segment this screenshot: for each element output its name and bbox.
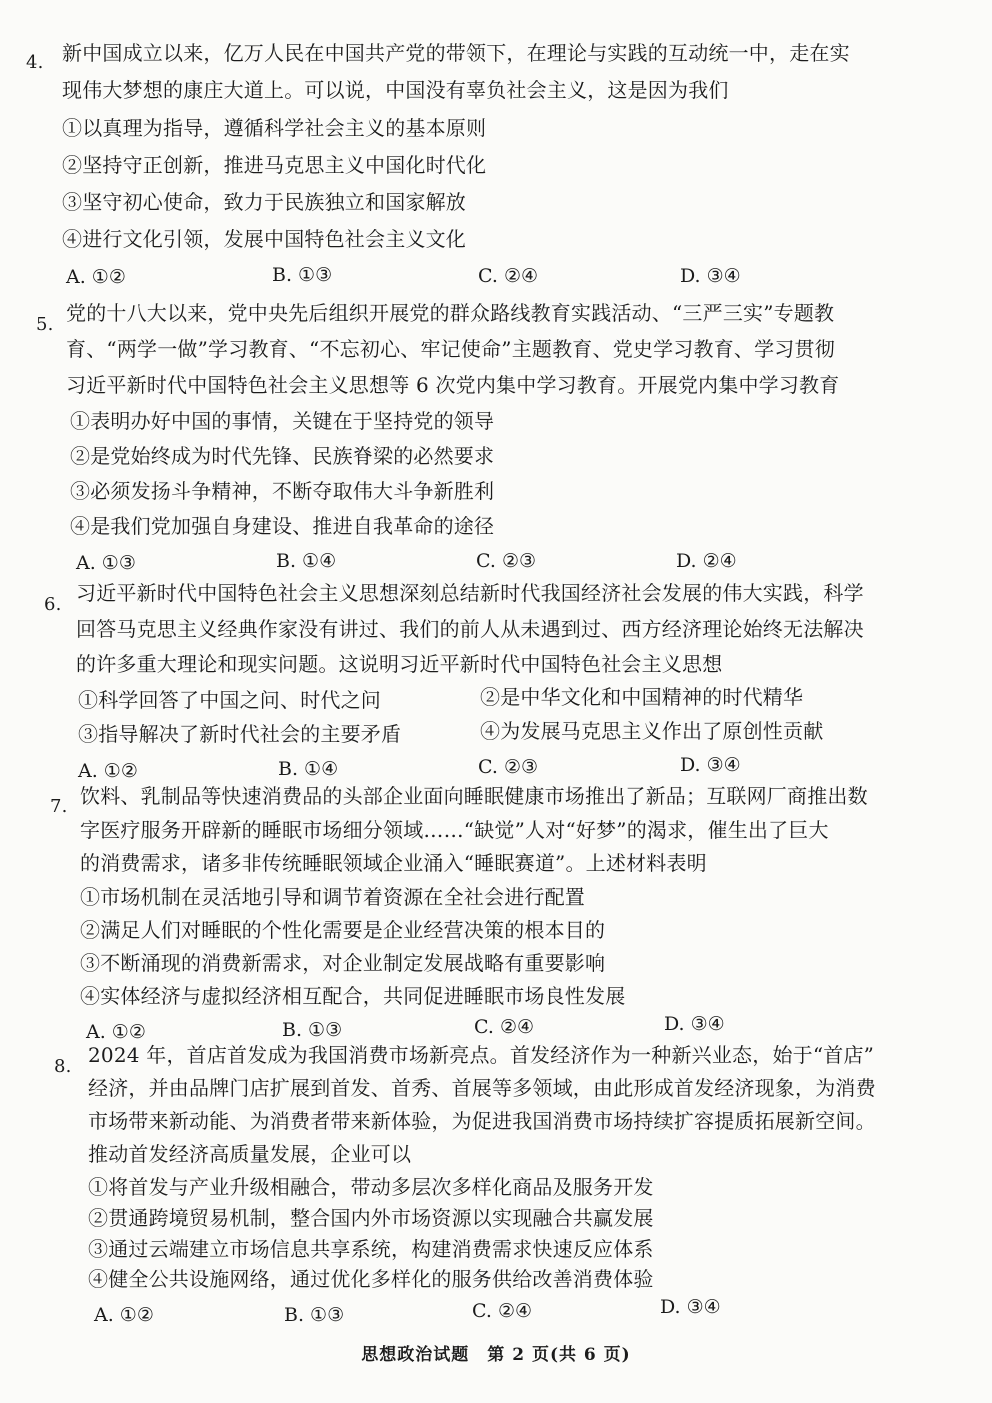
choice-d[interactable]: D. ③④ [664, 1013, 725, 1035]
choice-c[interactable]: C. ②④ [472, 1300, 533, 1322]
choice-b[interactable]: B. ①④ [276, 550, 337, 572]
question-number: 5. [36, 314, 54, 335]
statement-2: ②坚持守正创新，推进马克思主义中国化时代化 [62, 153, 487, 177]
question-stem-line: 现伟大梦想的康庄大道上。可以说，中国没有辜负社会主义，这是因为我们 [62, 78, 729, 102]
question-stem-line: 的消费需求，诸多非传统睡眠领域企业涌入“睡眠赛道”。上述材料表明 [80, 851, 707, 875]
question-number: 4. [26, 52, 44, 73]
choice-d[interactable]: D. ③④ [680, 265, 741, 287]
question-stem-line: 的许多重大理论和现实问题。这说明习近平新时代中国特色社会主义思想 [76, 652, 723, 676]
question-stem-line: 回答马克思主义经典作家没有讲过、我们的前人从未遇到过、西方经济理论始终无法解决 [76, 617, 864, 641]
statement-1: ①将首发与产业升级相融合，带动多层次多样化商品及服务开发 [88, 1175, 654, 1199]
choice-c[interactable]: C. ②④ [478, 265, 539, 287]
statement-2: ②满足人们对睡眠的个性化需要是企业经营决策的根本目的 [80, 918, 606, 942]
statement-1: ①市场机制在灵活地引导和调节着资源在全社会进行配置 [80, 885, 585, 909]
question-number: 8. [54, 1056, 72, 1077]
statement-1: ①科学回答了中国之问、时代之问 [78, 688, 381, 712]
question-stem-line: 习近平新时代中国特色社会主义思想等 6 次党内集中学习教育。开展党内集中学习教育 [66, 373, 840, 397]
statement-4: ④实体经济与虚拟经济相互配合，共同促进睡眠市场良性发展 [80, 984, 626, 1008]
choice-a[interactable]: A. ①② [94, 1304, 154, 1326]
question-stem-line: 经济，并由品牌门店扩展到首发、首秀、首展等多领域，由此形成首发经济现象，为消费 [88, 1076, 876, 1100]
choice-d[interactable]: D. ③④ [660, 1296, 721, 1318]
statement-4: ④健全公共设施网络，通过优化多样化的服务供给改善消费体验 [88, 1267, 654, 1291]
question-stem-line: 2024 年，首店首发成为我国消费市场新亮点。首发经济作为一种新兴业态，始于“首店” [88, 1043, 875, 1067]
question-stem-line: 新中国成立以来，亿万人民在中国共产党的带领下，在理论与实践的互动统一中，走在实 [62, 41, 850, 65]
question-stem-line: 市场带来新动能、为消费者带来新体验，为促进我国消费市场持续扩容提质拓展新空间。 [88, 1109, 876, 1133]
choice-a[interactable]: A. ①③ [76, 552, 136, 574]
question-stem-line: 习近平新时代中国特色社会主义思想深刻总结新时代我国经济社会发展的伟大实践，科学 [76, 581, 864, 605]
choice-a[interactable]: A. ①② [78, 760, 138, 782]
question-stem-line: 字医疗服务开辟新的睡眠市场细分领域……“缺觉”人对“好梦”的渴求，催生出了巨大 [80, 818, 829, 842]
choice-b[interactable]: B. ①④ [278, 758, 339, 780]
question-stem-line: 育、“两学一做”学习教育、“不忘初心、牢记使命”主题教育、党史学习教育、学习贯彻 [66, 337, 835, 361]
statement-2: ②贯通跨境贸易机制，整合国内外市场资源以实现融合共赢发展 [88, 1206, 654, 1230]
choice-a[interactable]: A. ①② [86, 1021, 146, 1043]
choice-c[interactable]: C. ②③ [478, 756, 539, 778]
choice-d[interactable]: D. ③④ [680, 754, 741, 776]
choice-c[interactable]: C. ②④ [474, 1016, 535, 1038]
statement-4: ④为发展马克思主义作出了原创性贡献 [480, 719, 824, 743]
statement-4: ④进行文化引领，发展中国特色社会主义文化 [62, 227, 466, 251]
statement-3: ③通过云端建立市场信息共享系统，构建消费需求快速反应体系 [88, 1237, 654, 1261]
page-footer: 思想政治试题 第 2 页(共 6 页) [361, 1345, 631, 1365]
question-number: 6. [44, 594, 62, 615]
choice-d[interactable]: D. ②④ [676, 550, 737, 572]
question-stem-line: 党的十八大以来，党中央先后组织开展党的群众路线教育实践活动、“三严三实”专题教 [66, 301, 835, 325]
statement-3: ③坚守初心使命，致力于民族独立和国家解放 [62, 190, 466, 214]
statement-3: ③不断涌现的消费新需求，对企业制定发展战略有重要影响 [80, 951, 606, 975]
statement-2: ②是党始终成为时代先锋、民族脊梁的必然要求 [70, 444, 495, 468]
statement-3: ③指导解决了新时代社会的主要矛盾 [78, 722, 402, 746]
question-number: 7. [50, 796, 68, 817]
statement-1: ①以真理为指导，遵循科学社会主义的基本原则 [62, 116, 487, 140]
statement-1: ①表明办好中国的事情，关键在于坚持党的领导 [70, 409, 495, 433]
choice-b[interactable]: B. ①③ [282, 1019, 343, 1041]
choice-c[interactable]: C. ②③ [476, 550, 537, 572]
statement-2: ②是中华文化和中国精神的时代精华 [480, 685, 804, 709]
statement-4: ④是我们党加强自身建设、推进自我革命的途径 [70, 514, 495, 538]
statement-3: ③必须发扬斗争精神，不断夺取伟大斗争新胜利 [70, 479, 495, 503]
choice-b[interactable]: B. ①③ [284, 1304, 345, 1326]
question-stem-line: 饮料、乳制品等快速消费品的头部企业面向睡眠健康市场推出了新品；互联网厂商推出数 [80, 784, 868, 808]
choice-b[interactable]: B. ①③ [272, 264, 333, 286]
choice-a[interactable]: A. ①② [66, 266, 126, 288]
question-stem-line: 推动首发经济高质量发展，企业可以 [88, 1142, 412, 1166]
